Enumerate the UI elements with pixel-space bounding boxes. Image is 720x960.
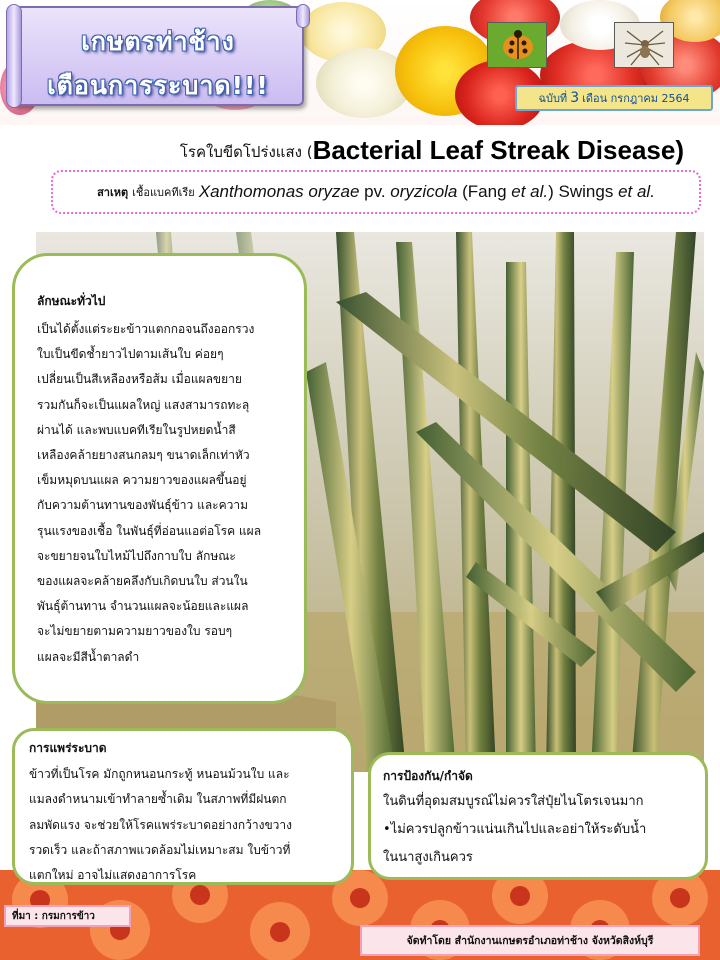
title-thai: โรคใบขีดโปร่งแสง ( bbox=[179, 143, 313, 161]
symptoms-line: พันธุ์ต้านทาน จำนวนแผลจะน้อยและแผล bbox=[37, 599, 249, 614]
authority-open: (Fang bbox=[462, 182, 507, 201]
symptoms-line: จะขยายจนใบไหม้ไปถึงกาบใบ ลักษณะ bbox=[37, 548, 236, 563]
prevention-line: ในนาสูงเกินควร bbox=[383, 850, 473, 865]
prevention-line: •ไม่ควรปลูกข้าวแน่นเกินไปและอย่าให้ระดับน้ำ bbox=[383, 822, 647, 837]
cause-label: สาเหตุ bbox=[97, 186, 129, 199]
symptoms-line: ของแผลจะคล้ายคลึงกับเกิดบนใบ ส่วนใน bbox=[37, 574, 248, 589]
et-al-1: et al. bbox=[511, 182, 549, 201]
symptoms-line: ผ่านได้ และพบแบคทีเรียในรูปหยดน้ำสี bbox=[37, 422, 236, 437]
spider-icon bbox=[614, 22, 674, 68]
pathovar-abbrev: pv. bbox=[364, 182, 386, 201]
symptoms-line: จะไม่ขยายตามความยาวของใบ รอบๆ bbox=[37, 624, 233, 639]
spread-title: การแพร่ระบาด bbox=[29, 741, 107, 755]
pathovar-name: oryzicola bbox=[390, 182, 458, 201]
issue-number: 3 bbox=[570, 90, 580, 106]
spread-line: รวดเร็ว และถ้าสภาพแวดล้อมไม่เหมาะสม ใบข้าวที่ bbox=[29, 842, 291, 857]
symptoms-box bbox=[12, 253, 307, 704]
symptoms-text bbox=[37, 317, 290, 670]
issue-tag bbox=[515, 85, 713, 111]
spread-line: แมลงดำหนามเข้าทำลายซ้ำเดิม ในสภาพที่มีฝนตก bbox=[29, 792, 287, 807]
prevention-text bbox=[383, 788, 695, 872]
spread-line: ลมพัดแรง จะช่วยให้โรคแพร่ระบาดอย่างกว้างขวาง bbox=[29, 817, 293, 832]
symptoms-line: เหลืองคล้ายยางสนกลมๆ ขนาดเล็กเท่าหัว bbox=[37, 448, 250, 463]
spread-line: ข้าวที่เป็นโรค มักถูกหนอนกระทู้ หนอนม้วนใบ และ bbox=[29, 767, 290, 781]
publisher-label: จัดทำโดย สำนักงานเกษตรอำเภอท่าช้าง จังหวัดสิงห์บุรี bbox=[360, 925, 700, 956]
symptoms-line: เป็นได้ตั้งแต่ระยะข้าวแตกกอจนถึงออกรวง bbox=[37, 322, 255, 336]
spread-text bbox=[29, 762, 337, 888]
prevention-title: การป้องกัน/กำจัด bbox=[383, 769, 473, 783]
scientific-name bbox=[199, 182, 655, 202]
symptoms-line: รุนแรงของเชื้อ ในพันธุ์ที่อ่อนแอต่อโรค แผล bbox=[37, 523, 262, 538]
spread-box bbox=[12, 728, 354, 885]
page-title bbox=[0, 135, 720, 166]
spread-line: แตกใหม่ อาจไม่แสดงอาการโรค bbox=[29, 868, 197, 883]
symptoms-line: เข็มหมุดบนแผล ความยาวของแผลขึ้นอยู่ bbox=[37, 473, 247, 488]
title-english: Bacterial Leaf Streak Disease) bbox=[312, 135, 684, 165]
symptoms-line: ใบเป็นขีดช้ำยาวไปตามเส้นใบ ค่อยๆ bbox=[37, 347, 224, 362]
symptoms-line: แผลจะมีสีน้ำตาลดำ bbox=[37, 649, 140, 664]
species-name: Xanthomonas oryzae bbox=[198, 182, 360, 201]
cause-prefix: เชื้อแบคทีเรีย bbox=[132, 186, 195, 199]
title-line-1: เกษตรท่าช้าง bbox=[81, 27, 235, 56]
ladybug-icon bbox=[487, 22, 547, 68]
et-al-2: et al. bbox=[618, 182, 655, 201]
title-banner bbox=[12, 6, 304, 106]
symptoms-line: เปลี่ยนเป็นสีเหลืองหรือส้ม เมื่อแผลขยาย bbox=[37, 372, 242, 387]
source-label: ที่มา : กรมการข้าว bbox=[4, 905, 131, 927]
prevention-line: ในดินที่อุดมสมบูรณ์ไม่ควรใส่ปุ๋ยไนโตรเจนมาก bbox=[383, 794, 644, 809]
issue-prefix: ฉบับที่ bbox=[538, 92, 568, 105]
symptoms-title: ลักษณะทั่วไป bbox=[37, 294, 106, 308]
header-flower-banner bbox=[0, 0, 720, 125]
cause-box bbox=[51, 170, 701, 214]
issue-date: เดือน กรกฎาคม 2564 bbox=[582, 92, 690, 105]
symptoms-line: กับความต้านทานของพันธุ์ข้าว และความ bbox=[37, 498, 249, 513]
authority-close: ) Swings bbox=[548, 182, 614, 201]
symptoms-line: รวมกันก็จะเป็นแผลใหญ่ แสงสามารถทะลุ bbox=[37, 397, 250, 412]
prevention-box bbox=[368, 752, 708, 880]
title-line-2: เตือนการระบาด!!! bbox=[47, 71, 269, 100]
